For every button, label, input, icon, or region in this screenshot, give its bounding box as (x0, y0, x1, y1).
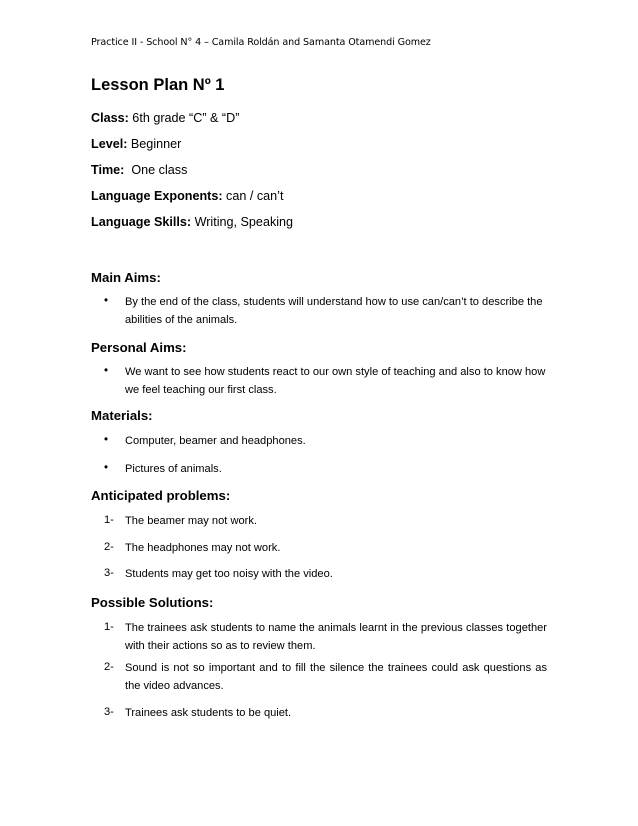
list-number: 2- (104, 661, 114, 673)
main-aim-item: By the end of the class, students will understand how to use can/can’t to describe the abilities of the animals. (125, 296, 543, 326)
field-value: can / can’t (222, 189, 284, 203)
field-class (91, 111, 239, 125)
possible-solutions-heading: Possible Solutions: (91, 595, 214, 610)
anticipated-problems-heading: Anticipated problems: (91, 488, 231, 503)
list-number: 1- (104, 621, 114, 633)
field-value: 6th grade “C” & “D” (128, 111, 240, 125)
field-label: Level: (91, 137, 128, 151)
materials-heading: Materials: (91, 408, 153, 423)
problem-item: The headphones may not work. (125, 542, 281, 554)
field-language-skills (91, 215, 293, 229)
solution-item: The trainees ask students to name the animals learnt in the previous classes together with their actions so as to review them. (125, 622, 547, 652)
personal-aims-heading: Personal Aims: (91, 340, 187, 355)
field-label: Class: (91, 111, 129, 125)
field-time (91, 163, 187, 177)
field-label: Language Skills: (91, 215, 192, 229)
personal-aim-item: We want to see how students react to our own style of teaching and also to know how we feel teaching our first class. (125, 366, 546, 396)
bullet-icon: • (104, 434, 109, 446)
problem-item: The beamer may not work. (125, 515, 257, 527)
list-number: 1- (104, 514, 114, 526)
field-label: Language Exponents: (91, 189, 223, 203)
solution-item: Sound is not so important and to fill the silence the trainees could ask questions as the video advances. (125, 662, 547, 692)
field-label: Time: (91, 163, 125, 177)
field-language-exponents (91, 189, 283, 203)
materials-item: Computer, beamer and headphones. (125, 435, 306, 447)
problem-item: Students may get too noisy with the video. (125, 568, 333, 580)
bullet-icon: • (104, 295, 109, 307)
list-number: 3- (104, 567, 114, 579)
solution-item: Trainees ask students to be quiet. (125, 707, 292, 719)
lesson-title: Lesson Plan Nº 1 (91, 76, 225, 94)
bullet-icon: • (104, 365, 109, 377)
field-value: Beginner (127, 137, 182, 151)
field-level (91, 137, 181, 151)
materials-item: Pictures of animals. (125, 463, 222, 475)
page-header: Practice II - School N° 4 – Camila Roldán and Samanta Otamendi Gomez (91, 37, 431, 48)
main-aims-heading: Main Aims: (91, 270, 161, 285)
bullet-icon: • (104, 462, 109, 474)
list-number: 3- (104, 706, 114, 718)
field-value: One class (124, 163, 188, 177)
field-value: Writing, Speaking (191, 215, 294, 229)
list-number: 2- (104, 541, 114, 553)
